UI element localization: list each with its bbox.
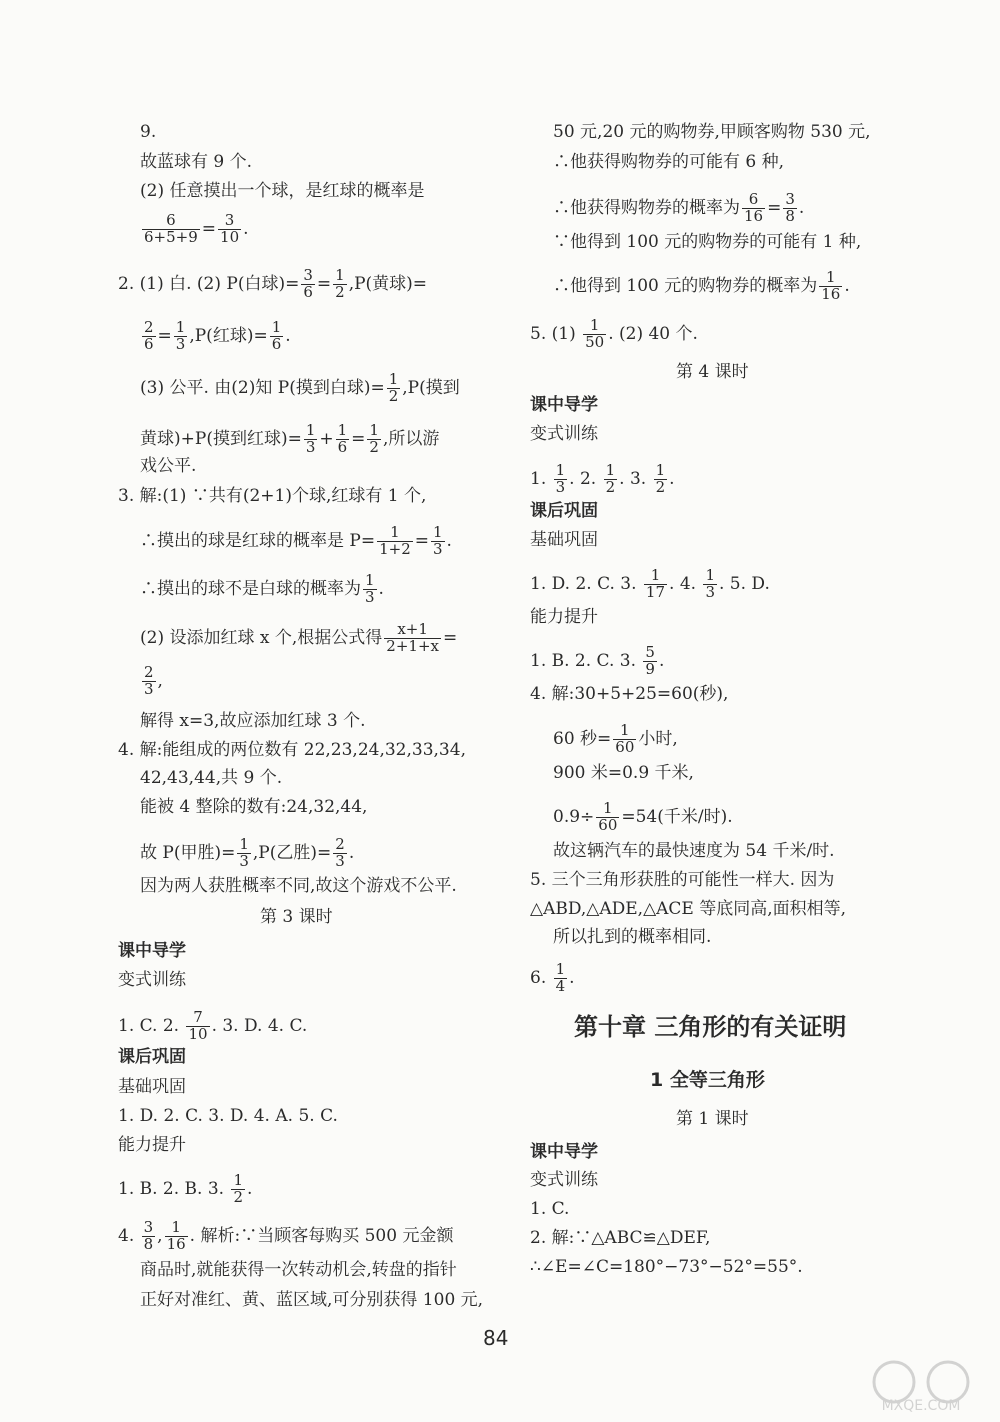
fraction — [231, 1173, 245, 1206]
text-run: 900 米=0.9 千米, — [553, 763, 694, 783]
left-line-24 — [118, 1010, 307, 1043]
text-run: . — [243, 218, 249, 239]
fraction-denominator: 17 — [645, 582, 666, 601]
text-run: = — [316, 273, 332, 294]
text-run: ∴摸出的球不是白球的概率为 — [140, 578, 361, 599]
left-line-7 — [140, 372, 460, 405]
fraction — [363, 573, 377, 606]
fraction-denominator: 2 — [369, 437, 379, 456]
fraction-denominator: 3 — [555, 477, 566, 496]
left-line-23 — [118, 970, 186, 990]
fraction-denominator: 50 — [585, 332, 605, 351]
fraction — [643, 645, 657, 678]
left-line-27 — [118, 1106, 338, 1126]
fraction-denominator: 1+2 — [379, 539, 411, 558]
text-run: 1. B. 2. B. 3. — [118, 1178, 230, 1199]
text-run: 变式训练 — [530, 424, 598, 444]
fraction-numerator: 1 — [377, 525, 413, 542]
fraction — [819, 270, 842, 303]
left-line-17 — [140, 768, 282, 788]
fraction-denominator: 60 — [598, 815, 618, 834]
text-run: . (2) 40 个. — [608, 323, 698, 344]
left-line-20 — [140, 876, 457, 896]
fraction-numerator: 6 — [142, 213, 200, 230]
text-run: . 3. D. 4. C. — [211, 1015, 308, 1036]
text-run: 0.9÷ — [553, 806, 595, 827]
fraction — [384, 622, 441, 655]
text-run: 2. (1) 白. (2) P(白球)= — [118, 273, 300, 294]
left-line-15 — [140, 711, 365, 731]
text-run: =54(千米/时). — [621, 806, 733, 827]
watermark-logo — [856, 1354, 986, 1414]
text-run: 能力提升 — [530, 607, 598, 627]
fraction-denominator: 6 — [144, 334, 154, 353]
right-line-15 — [530, 645, 664, 678]
text-run: (2) 任意摸出一个球，是红球的概率是 — [140, 181, 425, 201]
text-run: 42,43,44,共 9 个. — [140, 768, 283, 788]
fraction-denominator: 3 — [239, 851, 249, 870]
text-run: 9. — [140, 122, 157, 142]
left-line-31 — [140, 1260, 457, 1280]
fraction — [431, 525, 445, 558]
text-run: ,P(乙胜)= — [252, 842, 332, 863]
text-run: 50 元,20 元的购物券,甲顾客购物 530 元, — [553, 122, 871, 142]
text-run: 3. 解:(1) ∵共有(2+1)个球,红球有 1 个, — [118, 486, 427, 506]
right-line-27 — [676, 1109, 749, 1129]
text-run: 第 4 课时 — [676, 362, 749, 382]
left-line-1 — [140, 122, 156, 142]
text-run: 小时, — [638, 728, 678, 749]
right-line-17 — [553, 723, 678, 756]
text-run: ,所以游 — [382, 428, 440, 449]
text-run: 1. D. 2. C. 3. — [530, 573, 642, 594]
text-run: . — [285, 325, 291, 346]
text-run: (2) 设添加红球 x 个,根据公式得 — [140, 627, 383, 648]
fraction-denominator: 60 — [615, 737, 635, 756]
text-run: 故蓝球有 9 个. — [140, 152, 253, 172]
right-line-23 — [553, 927, 711, 947]
fraction — [596, 801, 619, 834]
fraction — [304, 423, 318, 456]
text-run: 课后巩固 — [530, 501, 598, 521]
left-line-12 — [140, 573, 384, 606]
right-line-29 — [530, 1170, 598, 1190]
text-run: 5. 三个三角形获胜的可能性一样大. 因为 — [530, 870, 835, 890]
text-run: 4. — [118, 1225, 140, 1246]
fraction-denominator: 16 — [821, 284, 841, 303]
text-run: = — [201, 218, 217, 239]
text-run: 因为两人获胜概率不同,故这个游戏不公平. — [140, 876, 457, 896]
right-line-5 — [553, 270, 850, 303]
left-line-28 — [118, 1135, 186, 1155]
text-run: . 解析:∵当顾客每购买 500 元金额 — [189, 1225, 454, 1246]
right-line-30 — [530, 1199, 569, 1219]
text-run: (3) 公平. 由(2)知 P(摸到白球)= — [140, 377, 385, 398]
fraction-numerator: 3 — [785, 190, 795, 208]
left-line-10 — [118, 486, 426, 506]
left-line-21 — [260, 907, 333, 927]
right-line-9 — [530, 424, 598, 444]
fraction-denominator: 3 — [175, 334, 186, 353]
fraction-numerator: 3 — [143, 1218, 154, 1236]
text-run: 故 P(甲胜)= — [140, 842, 236, 863]
text-run: 1. — [530, 468, 552, 489]
right-line-12 — [530, 530, 598, 550]
fraction — [604, 463, 618, 496]
left-line-5 — [118, 268, 427, 301]
fraction-numerator: 1 — [705, 566, 715, 584]
text-run: 第十章 三角形的有关证明 — [574, 1013, 847, 1041]
text-run: = — [351, 428, 366, 449]
text-run: △ABD,△ADE,△ACE 等底同高,面积相等, — [530, 899, 847, 919]
fraction — [387, 372, 401, 405]
fraction-numerator: 1 — [335, 266, 345, 284]
text-run: ∴摸出的球是红球的概率是 P= — [140, 530, 376, 551]
left-line-4 — [140, 213, 249, 246]
text-run: , — [157, 670, 163, 691]
fraction-numerator: 2 — [144, 318, 154, 336]
fraction-numerator: 1 — [233, 1171, 244, 1189]
fraction-denominator: 2 — [335, 282, 345, 301]
fraction-denominator: 16 — [744, 206, 764, 225]
text-run: 商品时,就能获得一次转动机会,转盘的指针 — [140, 1260, 457, 1280]
text-run: 4. 解:能组成的两位数有 22,23,24,32,33,34, — [118, 740, 466, 760]
text-run: . 2. — [569, 468, 602, 489]
left-line-14 — [140, 665, 163, 698]
fraction-numerator: 1 — [433, 523, 443, 541]
text-run: 1. B. 2. C. 3. — [530, 650, 642, 671]
fraction — [142, 665, 156, 698]
left-line-3 — [140, 181, 424, 201]
fraction-denominator: 6 — [271, 334, 282, 353]
text-run: 正好对准红、黄、蓝区域,可分别获得 100 元, — [140, 1290, 484, 1310]
text-run: . 4. — [669, 573, 702, 594]
fraction-numerator: x+1 — [384, 622, 441, 639]
right-line-22 — [530, 899, 846, 919]
right-line-16 — [530, 684, 728, 704]
text-run: 故这辆汽车的最快速度为 54 千米/时. — [553, 841, 835, 861]
left-line-25 — [118, 1047, 186, 1067]
text-run: 基础巩固 — [118, 1077, 186, 1097]
right-line-10 — [530, 463, 675, 496]
fraction-numerator: 1 — [239, 835, 249, 853]
fraction — [554, 962, 568, 995]
text-run: . — [798, 197, 805, 218]
text-run: . — [378, 578, 384, 599]
text-run: 课后巩固 — [118, 1047, 186, 1067]
fraction-denominator: 6 — [303, 282, 313, 301]
text-run: ∴∠E=∠C=180°−73°−52°=55°. — [530, 1257, 803, 1277]
fraction-denominator: 10 — [220, 227, 240, 246]
fraction-denominator: 6+5+9 — [144, 227, 198, 246]
fraction — [703, 568, 717, 601]
fraction — [654, 463, 668, 496]
left-line-11 — [140, 525, 452, 558]
text-run: 4. 解:30+5+25=60(秒), — [530, 684, 729, 704]
fraction — [377, 525, 413, 558]
text-run: + — [319, 428, 334, 449]
fraction-numerator: 1 — [613, 723, 636, 740]
fraction-numerator: 1 — [655, 461, 666, 479]
text-run: . 3. — [619, 468, 652, 489]
text-run: 第 1 课时 — [676, 1109, 749, 1129]
fraction — [333, 837, 347, 870]
left-line-30 — [118, 1220, 453, 1253]
text-run: 变式训练 — [118, 970, 186, 990]
text-run: 课中导学 — [118, 941, 186, 961]
fraction — [613, 723, 636, 756]
text-run: 课中导学 — [530, 1142, 598, 1162]
fraction-denominator: 6 — [337, 437, 348, 456]
fraction-numerator: 1 — [555, 960, 566, 978]
fraction-denominator: 10 — [188, 1024, 208, 1043]
right-line-3 — [553, 192, 804, 225]
text-run: 解得 x=3,故应添加红球 3 个. — [140, 711, 366, 731]
fraction-numerator: 1 — [165, 1220, 188, 1237]
left-line-19 — [140, 837, 354, 870]
fraction — [174, 320, 188, 353]
fraction-denominator: 8 — [143, 1234, 154, 1253]
text-run: = — [157, 325, 172, 346]
fraction — [333, 268, 347, 301]
text-run: 2. 解:∵△ABC≌△DEF, — [530, 1228, 711, 1248]
text-run: , — [157, 1225, 163, 1246]
right-line-19 — [553, 801, 733, 834]
text-run: 1. C. — [530, 1199, 570, 1219]
left-line-9 — [140, 456, 196, 476]
left-line-8 — [140, 423, 439, 456]
left-line-22 — [118, 941, 186, 961]
fraction-denominator: 16 — [166, 1234, 186, 1253]
fraction-numerator: 3 — [218, 213, 241, 230]
right-line-11 — [530, 501, 598, 521]
fraction-numerator: 1 — [337, 421, 348, 439]
text-run: 1. C. 2. — [118, 1015, 185, 1036]
left-line-29 — [118, 1173, 252, 1206]
fraction-numerator: 1 — [583, 318, 606, 335]
text-run: = — [442, 627, 458, 648]
fraction — [301, 268, 315, 301]
fraction-denominator: 2 — [388, 386, 399, 405]
text-run: 5. (1) — [530, 323, 582, 344]
fraction — [367, 423, 381, 456]
fraction — [142, 1220, 156, 1253]
left-line-6 — [140, 320, 291, 353]
right-line-20 — [553, 841, 835, 861]
fraction-denominator: 3 — [365, 587, 375, 606]
left-line-18 — [140, 797, 367, 817]
left-line-32 — [140, 1290, 483, 1310]
text-run: = — [414, 530, 429, 551]
fraction — [142, 213, 200, 246]
right-line-1 — [553, 122, 871, 142]
fraction-denominator: 2 — [605, 477, 616, 496]
right-line-2 — [553, 152, 784, 172]
fraction-denominator: 3 — [335, 851, 345, 870]
fraction-numerator: 5 — [645, 643, 655, 661]
text-run: 戏公平. — [140, 456, 197, 476]
fraction — [186, 1010, 209, 1043]
right-line-21 — [530, 870, 834, 890]
right-line-32 — [530, 1257, 803, 1277]
fraction-numerator: 1 — [605, 461, 616, 479]
fraction-numerator: 7 — [186, 1010, 209, 1027]
fraction — [644, 568, 667, 601]
svg-text:MXQE.COM: MXQE.COM — [881, 1398, 961, 1414]
right-line-26 — [650, 1069, 765, 1092]
fraction-denominator: 8 — [785, 206, 795, 225]
text-run: 基础巩固 — [530, 530, 598, 550]
left-line-13 — [140, 622, 457, 655]
text-run: . — [844, 275, 850, 296]
fraction-denominator: 3 — [144, 679, 154, 698]
right-line-28 — [530, 1142, 598, 1162]
fraction — [554, 463, 568, 496]
text-run: 1 全等三角形 — [650, 1069, 765, 1091]
page-number: 84 — [483, 1326, 509, 1350]
fraction-numerator: 1 — [365, 571, 375, 589]
fraction-numerator: 1 — [555, 461, 566, 479]
text-run: . — [569, 967, 575, 988]
text-run: . 5. D. — [719, 573, 770, 594]
fraction-denominator: 2 — [655, 477, 666, 496]
text-run: 60 秒= — [553, 728, 612, 749]
fraction — [237, 837, 251, 870]
text-run: ,P(红球)= — [189, 325, 268, 346]
text-run: . — [658, 650, 665, 671]
text-run: 所以扎到的概率相同. — [553, 927, 712, 947]
text-run: ∴他得到 100 元的购物券的概率为 — [553, 275, 818, 296]
right-line-7 — [676, 362, 749, 382]
text-run: ∵他得到 100 元的购物券的可能有 1 种, — [553, 232, 862, 252]
text-run: ,P(黄球)= — [348, 273, 428, 294]
text-run: . — [446, 530, 452, 551]
fraction-numerator: 1 — [369, 421, 379, 439]
text-run: . — [669, 468, 675, 489]
fraction — [165, 1220, 188, 1253]
fraction-denominator: 4 — [555, 976, 566, 995]
left-line-2 — [140, 152, 252, 172]
right-line-13 — [530, 568, 770, 601]
fraction — [583, 318, 606, 351]
fraction-denominator: 3 — [305, 437, 316, 456]
fraction-numerator: 1 — [175, 318, 186, 336]
text-run: 变式训练 — [530, 1170, 598, 1190]
fraction — [336, 423, 350, 456]
fraction-denominator: 2 — [233, 1187, 244, 1206]
fraction-numerator: 3 — [303, 266, 313, 284]
text-run: 第 3 课时 — [260, 907, 333, 927]
fraction — [142, 320, 156, 353]
fraction-numerator: 1 — [388, 370, 399, 388]
right-line-14 — [530, 607, 598, 627]
right-line-8 — [530, 395, 598, 415]
text-run: ∴他获得购物券的可能有 6 种, — [553, 152, 785, 172]
right-line-18 — [553, 763, 694, 783]
fraction-numerator: 1 — [596, 801, 619, 818]
text-run: . — [348, 842, 355, 863]
fraction — [270, 320, 284, 353]
fraction-numerator: 1 — [305, 421, 316, 439]
fraction-numerator: 6 — [742, 192, 765, 209]
left-line-26 — [118, 1077, 186, 1097]
text-run: ,P(摸到 — [402, 377, 460, 398]
right-line-6 — [530, 318, 698, 351]
right-line-24 — [530, 962, 575, 995]
fraction-numerator: 2 — [144, 663, 154, 681]
left-line-16 — [118, 740, 466, 760]
fraction-denominator: 3 — [433, 539, 443, 558]
fraction — [218, 213, 241, 246]
fraction-numerator: 1 — [644, 568, 667, 585]
text-run: 能力提升 — [118, 1135, 186, 1155]
text-run: 能被 4 整除的数有:24,32,44, — [140, 797, 368, 817]
fraction-numerator: 2 — [335, 835, 345, 853]
right-line-25 — [574, 1013, 846, 1042]
fraction-numerator: 1 — [271, 318, 282, 336]
text-run: = — [767, 197, 782, 218]
fraction — [742, 192, 765, 225]
right-line-31 — [530, 1228, 710, 1248]
text-run: . — [247, 1178, 253, 1199]
text-run: 1. D. 2. C. 3. D. 4. A. 5. C. — [118, 1106, 338, 1126]
fraction-denominator: 2+1+x — [386, 636, 439, 655]
text-run: 黄球)+P(摸到红球)= — [140, 428, 302, 449]
right-line-4 — [553, 232, 861, 252]
fraction-denominator: 9 — [645, 659, 655, 678]
text-run: ∴他获得购物券的概率为 — [553, 197, 740, 218]
fraction — [783, 192, 797, 225]
text-run: 课中导学 — [530, 395, 598, 415]
fraction-numerator: 1 — [819, 270, 842, 287]
text-run: 6. — [530, 967, 552, 988]
fraction-denominator: 3 — [705, 582, 715, 601]
